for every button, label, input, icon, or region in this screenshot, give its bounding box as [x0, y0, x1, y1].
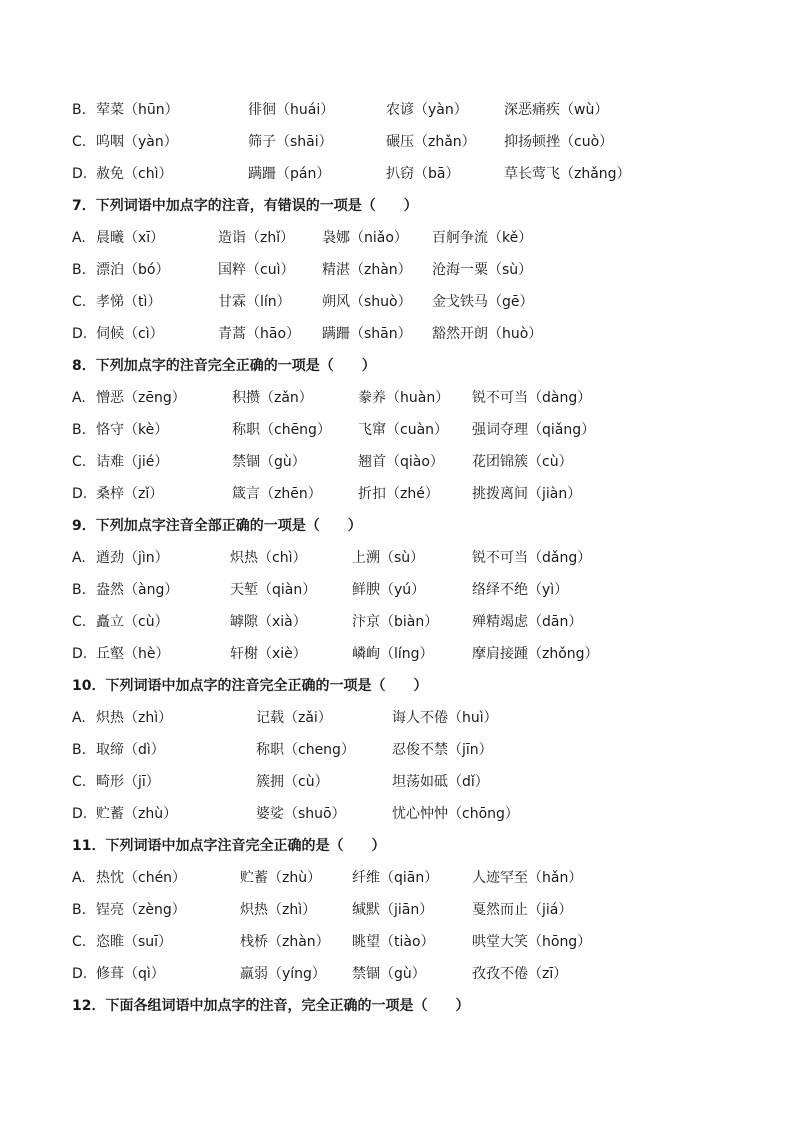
- option-item: 锐不可当（dàng）: [472, 390, 592, 406]
- option-letter: C.: [72, 454, 87, 470]
- option-item: 贮蓄（zhù）: [240, 870, 322, 886]
- option-letter: A.: [72, 390, 86, 406]
- option-item: 农谚（yàn）: [386, 102, 468, 118]
- question-stem: 12．下面各组词语中加点字的注音，完全正确的一项是（ ）: [72, 998, 470, 1014]
- option-item: 纤维（qiān）: [352, 870, 439, 886]
- question-stem: 8．下列加点字的注音完全正确的一项是（ ）: [72, 358, 376, 374]
- option-item: 鲜腴（yú）: [352, 582, 426, 598]
- option-row: [72, 546, 732, 570]
- option-item: 袅娜（niǎo）: [322, 230, 408, 246]
- option-letter: B.: [72, 422, 87, 438]
- option-item: 忧心忡忡（chōng）: [392, 806, 519, 822]
- option-item: 取缔（dì）: [96, 742, 165, 758]
- option-item: 积攒（zǎn）: [232, 390, 313, 406]
- option-item: 簇拥（cù）: [256, 774, 329, 790]
- option-item: 坦荡如砥（dǐ）: [392, 774, 489, 790]
- option-item: 沧海一粟（sù）: [432, 262, 533, 278]
- option-item: 炽热（zhì）: [240, 902, 317, 918]
- option-row: [72, 450, 732, 474]
- option-letter: C.: [72, 294, 87, 310]
- option-row: [72, 322, 732, 346]
- option-row: [72, 770, 732, 794]
- option-row: [72, 866, 732, 890]
- option-item: 眺望（tiào）: [352, 934, 435, 950]
- option-letter: A.: [72, 870, 86, 886]
- option-item: 憎恶（zēng）: [96, 390, 186, 406]
- option-item: 摩肩接踵（zhǒng）: [472, 646, 599, 662]
- option-item: 蹒跚（shān）: [322, 326, 412, 342]
- option-letter: A.: [72, 230, 86, 246]
- option-item: 箴言（zhēn）: [232, 486, 322, 502]
- option-row: [72, 258, 732, 282]
- option-item: 强词夺理（qiǎng）: [472, 422, 596, 438]
- option-letter: D.: [72, 646, 88, 662]
- option-row: [72, 418, 732, 442]
- question-stem: 9．下列加点字注音全部正确的一项是（ ）: [72, 518, 362, 534]
- option-row: [72, 290, 732, 314]
- option-item: 呜咽（yàn）: [96, 134, 178, 150]
- option-item: 抑扬顿挫（cuò）: [504, 134, 614, 150]
- question-stem: 10．下列词语中加点字的注音完全正确的一项是（ ）: [72, 678, 428, 694]
- option-item: 金戈铁马（gē）: [432, 294, 534, 310]
- option-item: 恣睢（suī）: [96, 934, 173, 950]
- option-letter: D.: [72, 166, 88, 182]
- option-item: 蹒跚（pán）: [248, 166, 331, 182]
- option-item: 朔风（shuò）: [322, 294, 412, 310]
- option-item: 缄默（jiān）: [352, 902, 434, 918]
- option-item: 折扣（zhé）: [358, 486, 439, 502]
- question-stem: 11．下列词语中加点字注音完全正确的是（ ）: [72, 838, 386, 854]
- option-item: 桑梓（zǐ）: [96, 486, 164, 502]
- option-item: 婆娑（shuō）: [256, 806, 346, 822]
- option-letter: D.: [72, 966, 88, 982]
- option-item: 羸弱（yíng）: [240, 966, 326, 982]
- option-item: 罅隙（xià）: [230, 614, 307, 630]
- option-row: [72, 578, 732, 602]
- option-item: 伺候（cì）: [96, 326, 164, 342]
- option-row: [72, 802, 732, 826]
- option-item: 炽热（chì）: [230, 550, 307, 566]
- option-item: 草长莺飞（zhǎng）: [504, 166, 631, 182]
- option-row: [72, 130, 732, 154]
- option-item: 恪守（kè）: [96, 422, 169, 438]
- option-row: [72, 610, 732, 634]
- option-item: 遒劲（jìn）: [96, 550, 169, 566]
- option-row: [72, 642, 732, 666]
- option-row: [72, 482, 732, 506]
- option-letter: D.: [72, 806, 88, 822]
- option-item: 豁然开朗（huò）: [432, 326, 543, 342]
- option-letter: B.: [72, 902, 87, 918]
- option-item: 诘难（jié）: [96, 454, 169, 470]
- option-item: 哄堂大笑（hōng）: [472, 934, 592, 950]
- option-item: 锃亮（zèng）: [96, 902, 186, 918]
- option-item: 戛然而止（jiá）: [472, 902, 573, 918]
- option-item: 扒窃（bā）: [386, 166, 460, 182]
- option-item: 孝悌（tì）: [96, 294, 162, 310]
- option-letter: B.: [72, 742, 87, 758]
- option-item: 荤菜（hūn）: [96, 102, 179, 118]
- option-item: 翘首（qiào）: [358, 454, 444, 470]
- option-row: [72, 386, 732, 410]
- option-row: [72, 226, 732, 250]
- option-item: 碾压（zhǎn）: [386, 134, 476, 150]
- option-item: 盎然（àng）: [96, 582, 179, 598]
- option-item: 热忱（chén）: [96, 870, 187, 886]
- option-row: [72, 962, 732, 986]
- option-item: 诲人不倦（huì）: [392, 710, 498, 726]
- option-item: 挑拨离间（jiàn）: [472, 486, 582, 502]
- option-item: 丘壑（hè）: [96, 646, 170, 662]
- option-letter: D.: [72, 326, 88, 342]
- option-item: 禁锢（gù）: [232, 454, 306, 470]
- option-letter: C.: [72, 134, 87, 150]
- option-row: [72, 930, 732, 954]
- option-row: [72, 898, 732, 922]
- option-letter: D.: [72, 486, 88, 502]
- option-item: 人迹罕至（hǎn）: [472, 870, 583, 886]
- option-item: 汴京（biàn）: [352, 614, 439, 630]
- option-item: 造诣（zhǐ）: [218, 230, 295, 246]
- option-item: 记载（zǎi）: [256, 710, 332, 726]
- option-item: 禁锢（gù）: [352, 966, 426, 982]
- option-item: 络绎不绝（yì）: [472, 582, 569, 598]
- option-item: 孜孜不倦（zī）: [472, 966, 568, 982]
- option-item: 国粹（cuì）: [218, 262, 295, 278]
- option-item: 矗立（cù）: [96, 614, 169, 630]
- option-item: 深恶痛疾（wù）: [504, 102, 609, 118]
- option-item: 殚精竭虑（dān）: [472, 614, 583, 630]
- option-item: 称职（cheng）: [256, 742, 355, 758]
- option-item: 修葺（qì）: [96, 966, 165, 982]
- option-letter: B.: [72, 582, 87, 598]
- option-item: 忍俊不禁（jīn）: [392, 742, 493, 758]
- option-letter: B.: [72, 102, 87, 118]
- option-letter: A.: [72, 710, 86, 726]
- option-item: 青蒿（hāo）: [218, 326, 301, 342]
- option-item: 甘霖（lín）: [218, 294, 291, 310]
- option-item: 花团锦簇（cù）: [472, 454, 573, 470]
- option-letter: B.: [72, 262, 87, 278]
- option-letter: C.: [72, 774, 87, 790]
- option-item: 上溯（sù）: [352, 550, 425, 566]
- option-item: 精湛（zhàn）: [322, 262, 412, 278]
- option-item: 贮蓄（zhù）: [96, 806, 178, 822]
- option-item: 漂泊（bó）: [96, 262, 170, 278]
- question-stem: 7．下列词语中加点字的注音，有错误的一项是（ ）: [72, 198, 418, 214]
- option-item: 晨曦（xī）: [96, 230, 165, 246]
- option-item: 百舸争流（kě）: [432, 230, 533, 246]
- option-item: 称职（chēng）: [232, 422, 331, 438]
- option-row: [72, 706, 732, 730]
- option-item: 轩榭（xiè）: [230, 646, 307, 662]
- option-item: 赦免（chì）: [96, 166, 173, 182]
- option-item: 畸形（jī）: [96, 774, 160, 790]
- option-item: 栈桥（zhàn）: [240, 934, 330, 950]
- option-row: [72, 98, 732, 122]
- option-item: 飞窜（cuàn）: [358, 422, 449, 438]
- option-item: 炽热（zhì）: [96, 710, 173, 726]
- option-item: 豢养（huàn）: [358, 390, 450, 406]
- option-item: 锐不可当（dǎng）: [472, 550, 592, 566]
- option-row: [72, 162, 732, 186]
- option-item: 筛子（shāi）: [248, 134, 333, 150]
- option-item: 嶙峋（líng）: [352, 646, 434, 662]
- option-item: 徘徊（huái）: [248, 102, 335, 118]
- option-letter: A.: [72, 550, 86, 566]
- option-item: 天堑（qiàn）: [230, 582, 317, 598]
- option-letter: C.: [72, 614, 87, 630]
- option-row: [72, 738, 732, 762]
- option-letter: C.: [72, 934, 87, 950]
